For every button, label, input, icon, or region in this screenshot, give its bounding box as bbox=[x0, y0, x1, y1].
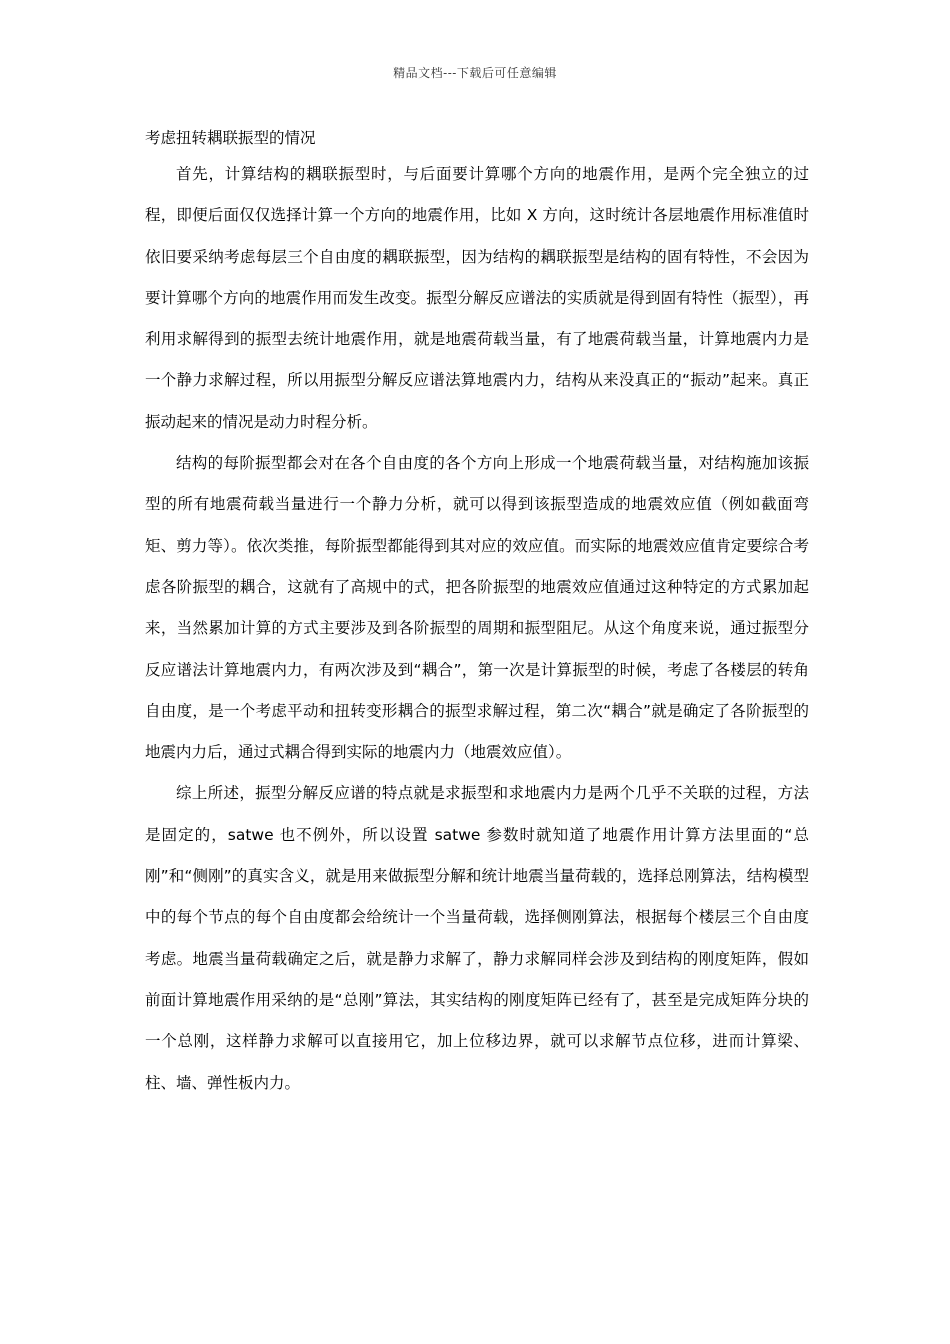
page-header: 精品文档---下载后可任意编辑 bbox=[393, 66, 557, 80]
document-title: 考虑扭转耦联振型的情况 bbox=[145, 129, 316, 147]
document-body bbox=[145, 124, 809, 1104]
paragraph-3: 综上所述，振型分解反应谱的特点就是求振型和求地震内力是两个几乎不关联的过程，方法是固定的，satwe 也不例外，所以设置 satwe 参数时就知道了地震作用计算方法里面的“总刚”和“侧刚”的真实含义，就是用来做振型分解和统计地震当量荷载的，选择总刚算法，结构模型中的每个节点的每个自由度都会给统计一个当量荷载，选择侧刚算法，根据每个楼层三个自由度考虑。地震当量荷载确定之后，就是静力求解了，静力求解同样会涉及到结构的刚度矩阵，假如前面计算地震作用采纳的是“总刚”算法，其实结构的刚度矩阵已经有了，甚至是完成矩阵分块的一个总刚，这样静力求解可以直接用它，加上位移边界，就可以求解节点位移，进而计算梁、柱、墙、弹性板内力。 bbox=[145, 784, 809, 1092]
paragraph-2: 结构的每阶振型都会对在各个自由度的各个方向上形成一个地震荷载当量，对结构施加该振型的所有地震荷载当量进行一个静力分析，就可以得到该振型造成的地震效应值（例如截面弯矩、剪力等）。依次类推，每阶振型都能得到其对应的效应值。而实际的地震效应值肯定要综合考虑各阶振型的耦合，这就有了高规中的式，把各阶振型的地震效应值通过这种特定的方式累加起来，当然累加计算的方式主要涉及到各阶振型的周期和振型阻尼。从这个角度来说，通过振型分反应谱法计算地震内力，有两次涉及到“耦合”，第一次是计算振型的时候，考虑了各楼层的转角自由度，是一个考虑平动和扭转变形耦合的振型求解过程，第二次“耦合”就是确定了各阶振型的地震内力后，通过式耦合得到实际的地震内力（地震效应值）。 bbox=[145, 454, 809, 762]
paragraph-1: 首先，计算结构的耦联振型时，与后面要计算哪个方向的地震作用，是两个完全独立的过程，即便后面仅仅选择计算一个方向的地震作用，比如 X 方向，这时统计各层地震作用标准值时依旧要采纳考虑每层三个自由度的耦联振型，因为结构的耦联振型是结构的固有特性，不会因为要计算哪个方向的地震作用而发生改变。振型分解反应谱法的实质就是得到固有特性（振型），再利用求解得到的振型去统计地震作用，就是地震荷载当量，有了地震荷载当量，计算地震内力是一个静力求解过程，所以用振型分解反应谱法算地震内力，结构从来没真正的“振动”起来。真正振动起来的情况是动力时程分析。 bbox=[145, 165, 809, 431]
